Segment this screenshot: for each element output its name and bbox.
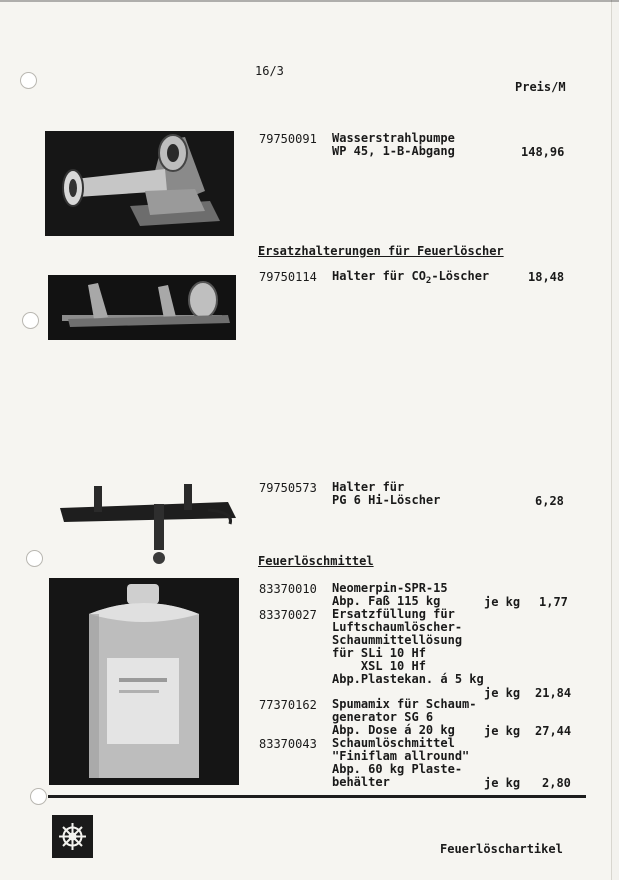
article-desc: "Finiflam allround": [332, 749, 470, 763]
punch-hole: [20, 72, 37, 89]
article-unit: je kg: [484, 686, 521, 700]
article-desc: Wasserstrahlpumpe: [332, 131, 455, 145]
article-desc: WP 45, 1-B-Abgang: [332, 144, 455, 158]
article-code: 79750114: [259, 270, 317, 284]
article-desc: für SLi 10 Hf: [332, 646, 426, 660]
article-desc: Schaumlöschmittel: [332, 736, 455, 750]
article-code: 83370010: [259, 582, 317, 596]
holder-pg6-photo: [58, 480, 238, 575]
punch-hole: [26, 550, 43, 567]
article-price: 2,80: [542, 776, 571, 790]
pump-photo: [45, 131, 234, 236]
section-heading: Ersatzhalterungen für Feuerlöscher: [258, 244, 504, 258]
canister-photo: [49, 578, 239, 785]
article-desc: Abp. Dose á 20 kg: [332, 723, 455, 737]
article-desc: Ersatzfüllung für: [332, 607, 455, 621]
article-desc: Neomerpin-SPR-15: [332, 581, 448, 595]
article-desc: Abp. 60 kg Plaste-: [332, 762, 463, 776]
article-code: 79750573: [259, 481, 317, 495]
footer-rule: [48, 795, 586, 798]
footer-title: Feuerlöschartikel: [440, 842, 563, 856]
article-desc: Halter für: [332, 480, 405, 494]
article-code: 77370162: [259, 698, 317, 712]
ship-wheel-icon: [52, 815, 93, 858]
article-code: 83370027: [259, 608, 317, 622]
article-desc: Schaummittellösung: [332, 633, 463, 647]
punch-hole: [22, 312, 39, 329]
article-desc: generator SG 6: [332, 710, 434, 724]
article-price: 21,84: [535, 686, 572, 700]
article-unit: je kg: [484, 724, 521, 738]
article-desc: XSL 10 Hf: [332, 659, 426, 673]
article-desc: Abp. Faß 115 kg: [332, 594, 441, 608]
article-code: 79750091: [259, 132, 317, 146]
article-desc: Luftschaumlöscher-: [332, 620, 463, 634]
section-heading: Feuerlöschmittel: [258, 554, 374, 568]
article-code: 83370043: [259, 737, 317, 751]
article-desc: behälter: [332, 775, 390, 789]
price-label: Preis/M: [515, 80, 566, 94]
punch-hole: [30, 788, 47, 805]
article-price: 18,48: [528, 270, 565, 284]
article-desc: Spumamix für Schaum-: [332, 697, 477, 711]
article-price: 6,28: [535, 494, 564, 508]
article-price: 27,44: [535, 724, 572, 738]
article-desc: PG 6 Hi-Löscher: [332, 493, 441, 507]
article-unit: je kg: [484, 595, 521, 609]
article-desc: Abp.Plastekan. á 5 kg: [332, 672, 484, 686]
page-number: 16/3: [255, 64, 284, 78]
article-price: 148,96: [521, 145, 565, 159]
article-price: 1,77: [539, 595, 568, 609]
holder-photo: [48, 275, 236, 340]
top-edge: [0, 0, 619, 2]
article-unit: je kg: [484, 776, 521, 790]
article-desc: Halter für $CO_2$-Löscher: [332, 269, 490, 286]
